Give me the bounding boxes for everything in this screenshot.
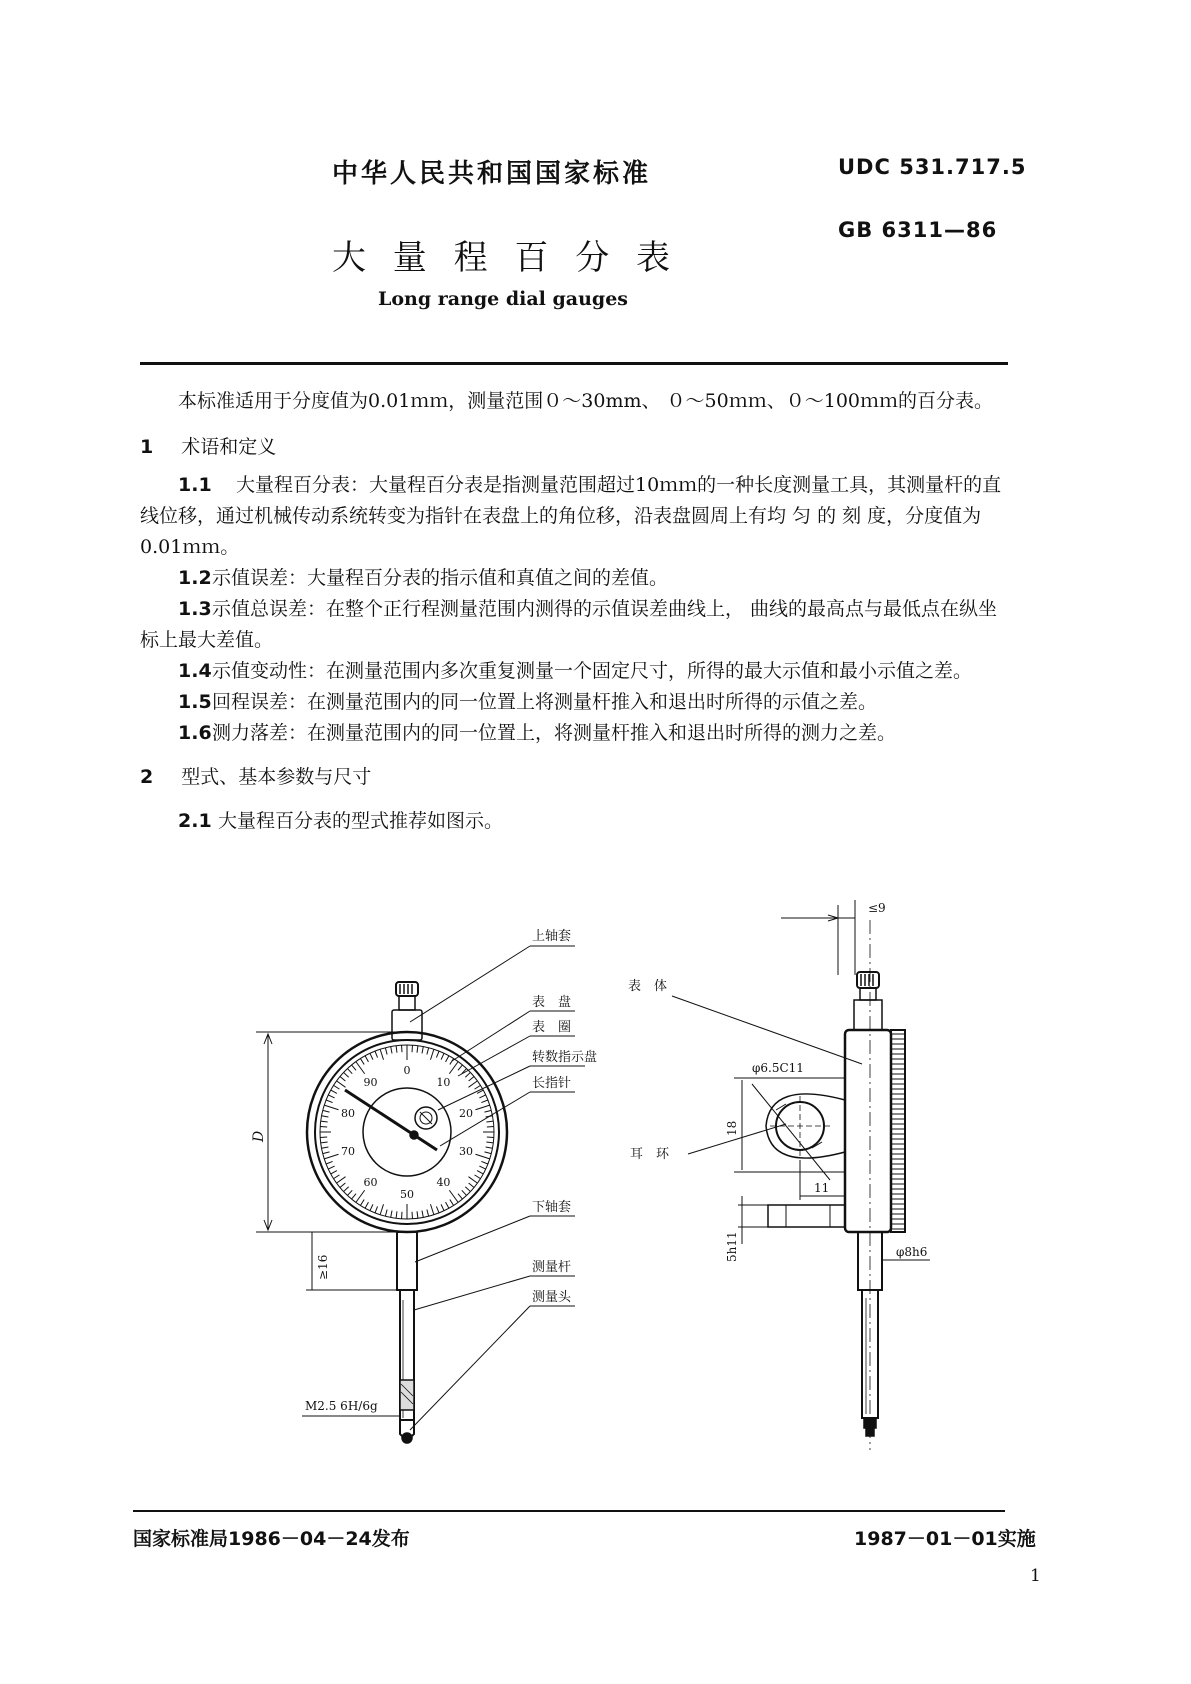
dial-tick xyxy=(347,1190,352,1195)
dial-tick xyxy=(446,1056,449,1062)
dial-tick xyxy=(324,1154,338,1159)
dial-tick xyxy=(465,1187,470,1192)
dial-tick xyxy=(365,1202,368,1208)
dial-tick xyxy=(385,1209,387,1216)
dim-le9: ≤9 xyxy=(868,901,886,915)
item-text: 大量程百分表：大量程百分表是指测量范围超过10ｍｍ的一种长度测量工具，其测量杆的直线位移，通过机械传动系统转变为指针在表盘上的角位移，沿表盘圆周上有均 匀 的 刻 度，分度值为0.01ｍｍ。 xyxy=(140,474,1002,558)
dial-tick xyxy=(450,1059,454,1065)
dial-tick xyxy=(462,1190,467,1195)
dial-tick xyxy=(331,1171,337,1174)
dial-tick xyxy=(352,1065,356,1070)
label-body: 表 体 xyxy=(628,979,668,994)
label-revolution-counter: 转数指示盘 xyxy=(532,1050,598,1065)
label-dial: 表 盘 xyxy=(532,995,572,1010)
footer-rule xyxy=(133,1510,1005,1512)
dial-tick xyxy=(360,1059,364,1065)
dim-5h11: 5h11 xyxy=(725,1231,739,1262)
dial-tick xyxy=(430,1049,433,1059)
label-probe: 测量头 xyxy=(532,1290,572,1305)
dial-tick xyxy=(323,1152,330,1154)
dial-tick xyxy=(458,1065,462,1070)
dial-tick xyxy=(321,1121,328,1122)
dim-hole: φ6.5C11 xyxy=(752,1061,804,1075)
dial-tick xyxy=(331,1090,337,1093)
dial-tick xyxy=(370,1053,373,1059)
dial-number: 0 xyxy=(403,1064,411,1077)
dial-tick xyxy=(396,1046,397,1053)
dial-tick xyxy=(469,1183,474,1187)
dial-number: 20 xyxy=(458,1106,473,1120)
dial-tick xyxy=(484,1110,491,1112)
gb-code: GB 6311—86 xyxy=(838,218,998,242)
dial-number: 70 xyxy=(341,1145,356,1159)
dim-ge16: ≥16 xyxy=(316,1254,330,1280)
dial-tick xyxy=(427,1048,429,1055)
dial-tick xyxy=(430,1204,433,1214)
dial-tick xyxy=(385,1048,387,1055)
item-number: 1.5 xyxy=(178,691,212,713)
item-text: 示值总误差：在整个正行程测量范围内测得的示值误差曲线上， 曲线的最高点与最低点在纵坐标上最大差值。 xyxy=(140,598,998,651)
dial-tick xyxy=(475,1085,481,1089)
item-number: 1.3 xyxy=(178,598,212,620)
dial-tick xyxy=(479,1166,485,1169)
dial-tick xyxy=(391,1211,392,1218)
dial-tick xyxy=(375,1051,378,1058)
dial-tick xyxy=(340,1077,345,1081)
section-number: 2 xyxy=(140,766,154,788)
dial-number: 40 xyxy=(436,1176,451,1190)
dial-tick xyxy=(347,1069,352,1074)
page-title: 大 量 程 百 分 表 xyxy=(332,238,679,278)
dial-tick xyxy=(436,1051,439,1058)
label-lug: 耳 环 xyxy=(630,1147,670,1162)
section-number: 1 xyxy=(140,436,154,458)
dial-tick xyxy=(475,1175,481,1179)
udc-code: UDC 531.717.5 xyxy=(838,155,1027,179)
dial-tick xyxy=(324,1105,338,1110)
dial-tick xyxy=(321,1142,328,1143)
section-title: 术语和定义 xyxy=(181,436,277,458)
dial-tick xyxy=(328,1095,334,1098)
dial-tick xyxy=(326,1100,333,1103)
label-lower-sleeve: 下轴套 xyxy=(532,1200,572,1215)
dial-tick xyxy=(344,1072,349,1077)
label-spindle: 测量杆 xyxy=(532,1260,572,1275)
dim-d: D xyxy=(251,1130,267,1142)
dim-18: 18 xyxy=(725,1120,739,1136)
dial-tick xyxy=(458,1194,462,1199)
dial-tick xyxy=(475,1154,489,1159)
dial-number: 60 xyxy=(363,1176,378,1190)
dial-tick xyxy=(469,1077,474,1081)
dial-number: 50 xyxy=(400,1188,414,1201)
dial-tick xyxy=(334,1175,340,1179)
dial-number: 80 xyxy=(341,1106,356,1120)
dial-tick xyxy=(417,1046,418,1053)
dial-tick xyxy=(486,1121,493,1122)
dial-tick xyxy=(465,1072,470,1077)
issue-date: 国家标准局1986－04－24发布 xyxy=(133,1528,410,1550)
page-title-english: Long range dial gauges xyxy=(378,288,628,310)
dial-tick xyxy=(322,1147,329,1148)
dial-tick xyxy=(446,1202,449,1208)
dial-tick xyxy=(391,1047,392,1054)
dial-tick xyxy=(479,1095,485,1098)
label-bezel: 表 圈 xyxy=(532,1020,572,1035)
dial-tick xyxy=(468,1177,477,1183)
dial-tick xyxy=(484,1152,491,1154)
dial-tick xyxy=(360,1200,364,1206)
page-number: 1 xyxy=(1030,1566,1041,1586)
dial-tick xyxy=(337,1177,346,1183)
dial-tick xyxy=(436,1206,439,1213)
dial-tick xyxy=(477,1171,483,1174)
dial-tick xyxy=(481,1100,488,1103)
dial-number: 90 xyxy=(363,1075,378,1089)
national-standard-label: 中华人民共和国国家标准 xyxy=(332,159,652,189)
item-text: 大量程百分表的型式推荐如图示。 xyxy=(218,810,504,832)
dial-tick xyxy=(422,1047,423,1054)
dim-11: 11 xyxy=(814,1181,830,1195)
dial-tick xyxy=(475,1105,489,1110)
item-number: 1.2 xyxy=(178,567,212,589)
dial-tick xyxy=(450,1200,454,1206)
dial-tick xyxy=(340,1183,345,1187)
scope-text: 本标准适用于分度值为0.01ｍｍ，测量范围０～30mm、 ０～50ｍｍ、０～100ｍｍ的百分表。 xyxy=(178,390,993,412)
dial-tick xyxy=(441,1204,444,1210)
dial-tick xyxy=(337,1081,346,1087)
dial-tick xyxy=(365,1056,368,1062)
label-long-pointer: 长指针 xyxy=(532,1076,572,1091)
dial-tick xyxy=(441,1053,444,1059)
dim-thread: M2.5 6H/6g xyxy=(305,1399,378,1413)
dial-tick xyxy=(352,1194,356,1199)
dial-tick xyxy=(486,1142,493,1143)
dial-tick xyxy=(380,1049,383,1059)
dial-tick xyxy=(396,1211,397,1218)
item-text: 测力落差：在测量范围内的同一位置上，将测量杆推入和退出时所得的测力之差。 xyxy=(212,722,897,744)
item-number: 1.4 xyxy=(178,660,212,682)
dial-tick xyxy=(380,1204,383,1214)
dial-tick xyxy=(370,1204,373,1210)
dial-tick xyxy=(427,1209,429,1216)
dial-tick xyxy=(375,1206,378,1213)
dim-stem: φ8h6 xyxy=(896,1245,928,1259)
dial-tick xyxy=(417,1211,418,1218)
item-text: 示值误差：大量程百分表的指示值和真值之间的差值。 xyxy=(212,567,669,589)
dial-tick xyxy=(481,1161,488,1164)
item-number: 1.6 xyxy=(178,722,212,744)
item-number: 2.1 xyxy=(178,810,212,832)
dial-tick xyxy=(322,1116,329,1117)
long-pointer xyxy=(345,1090,437,1150)
label-upper-sleeve: 上轴套 xyxy=(532,929,572,944)
dial-number: 10 xyxy=(436,1075,451,1089)
dial-tick xyxy=(486,1147,493,1148)
item-number: 1.1 xyxy=(178,474,212,496)
item-text: 回程误差：在测量范围内的同一位置上将测量杆推入和退出时所得的示值之差。 xyxy=(212,691,878,713)
dial-tick xyxy=(323,1110,330,1112)
dial-tick xyxy=(468,1081,477,1087)
item-text: 示值变动性：在测量范围内多次重复测量一个固定尺寸，所得的最大示值和最小示值之差。 xyxy=(212,660,973,682)
dial-tick xyxy=(326,1161,333,1164)
dial-tick xyxy=(422,1211,423,1218)
side-view xyxy=(672,900,930,1450)
dial-tick xyxy=(344,1187,349,1192)
dial-number: 30 xyxy=(458,1145,473,1159)
effective-date: 1987－01－01实施 xyxy=(854,1528,1036,1550)
dial-tick xyxy=(328,1166,334,1169)
dial-tick xyxy=(334,1085,340,1089)
section-title: 型式、基本参数与尺寸 xyxy=(181,766,372,788)
